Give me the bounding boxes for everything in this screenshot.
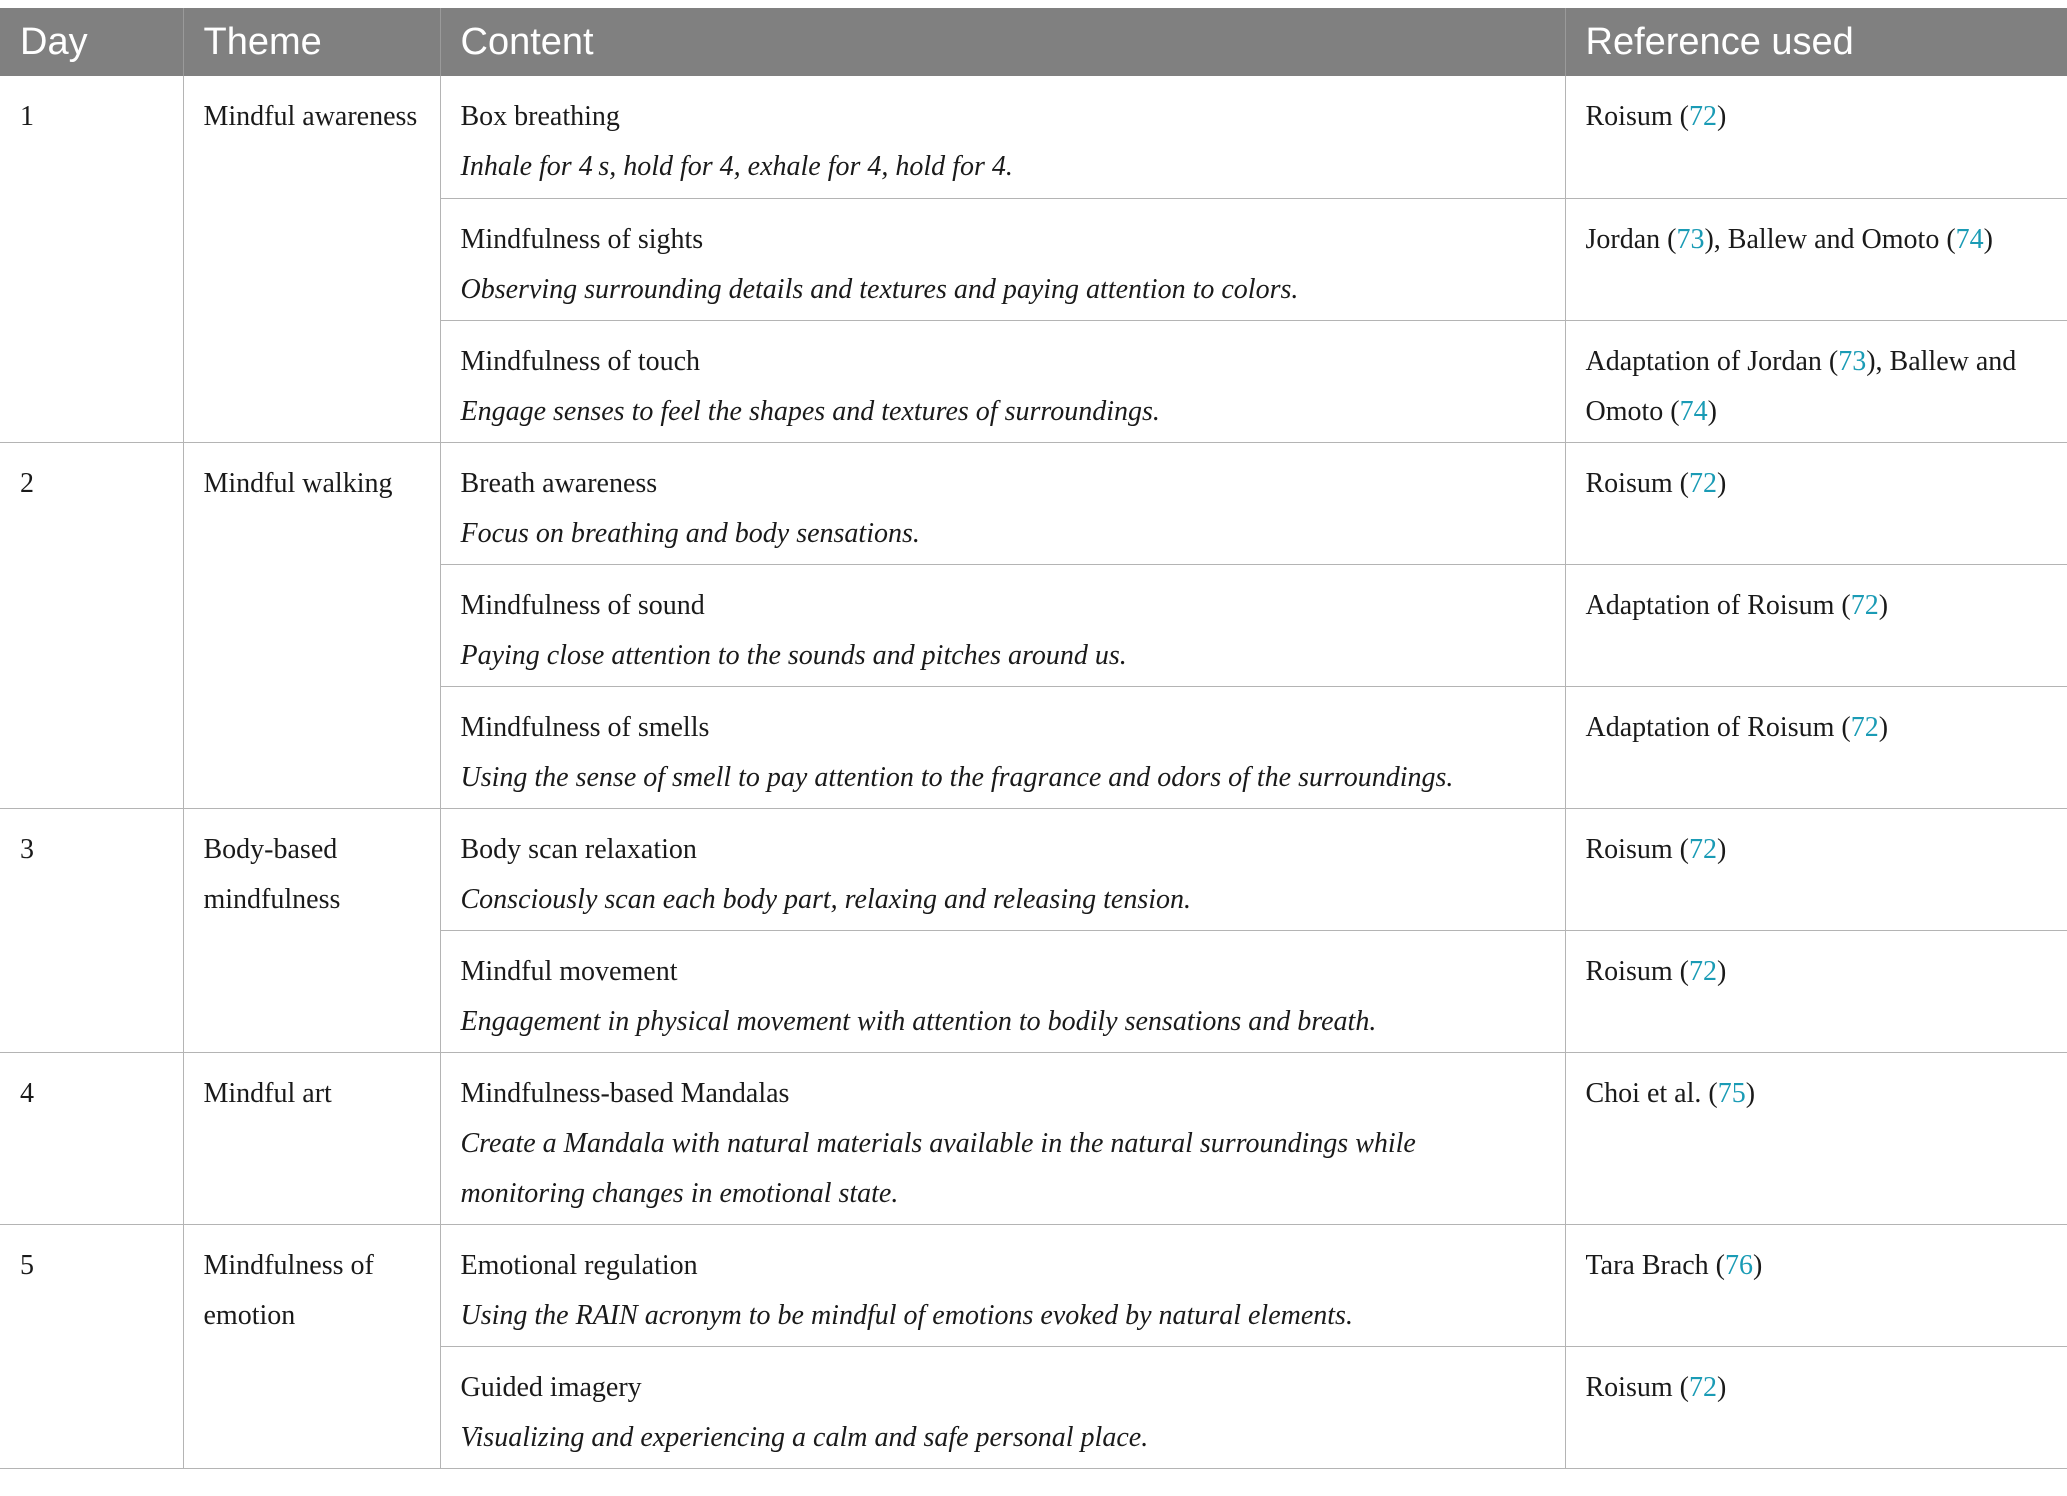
reference-cell: [1565, 686, 2067, 808]
content-cell: [440, 442, 1565, 564]
program-table-container: [0, 8, 2067, 1469]
activity-title: Body scan relaxation: [460, 833, 697, 865]
reference-text: ), Ballew and Omoto (: [1585, 345, 2017, 427]
theme-cell: Mindful art: [183, 1052, 440, 1224]
theme-cell: Body-based mindfulness: [183, 808, 440, 1052]
reference-text: Adaptation of Jordan (: [1585, 345, 1839, 377]
reference-text: Roisum (: [1585, 1371, 1689, 1403]
day-cell: 3: [0, 808, 183, 1052]
table-row: [0, 1224, 2067, 1346]
activity-description: Create a Mandala with natural materials available in the natural surroundings while monitoring changes in emotional state.: [460, 1127, 1416, 1209]
table-body: [0, 76, 2067, 1468]
citation-link[interactable]: 72: [1850, 589, 1879, 621]
activity-title: Breath awareness: [460, 467, 658, 499]
reference-text: Roisum (: [1585, 467, 1689, 499]
reference-cell: [1565, 442, 2067, 564]
citation-link[interactable]: 72: [1850, 711, 1879, 743]
activity-description: Engage senses to feel the shapes and textures of surroundings.: [460, 395, 1160, 427]
activity-description: Inhale for 4 s, hold for 4, exhale for 4, hold for 4.: [460, 151, 1013, 182]
theme-cell: Mindfulness of emotion: [183, 1224, 440, 1468]
header-reference: Reference used: [1565, 8, 2067, 76]
activity-title: Mindfulness of sights: [460, 223, 704, 255]
citation-link[interactable]: 72: [1688, 467, 1717, 499]
reference-text: Choi et al. (: [1585, 1077, 1718, 1109]
reference-cell: [1565, 1224, 2067, 1346]
reference-cell: [1565, 1052, 2067, 1224]
reference-cell: [1565, 564, 2067, 686]
citation-link[interactable]: 72: [1688, 101, 1717, 132]
activity-description: Using the RAIN acronym to be mindful of emotions evoked by natural elements.: [460, 1299, 1353, 1331]
content-cell: [440, 1052, 1565, 1224]
header-theme: Theme: [183, 8, 440, 76]
activity-description: Paying close attention to the sounds and pitches around us.: [460, 639, 1127, 671]
reference-cell: [1565, 76, 2067, 198]
activity-description: Focus on breathing and body sensations.: [460, 517, 920, 549]
reference-text: Roisum (: [1585, 101, 1689, 132]
activity-title: Mindfulness of touch: [460, 345, 701, 377]
table-row: [0, 1052, 2067, 1224]
content-cell: [440, 198, 1565, 320]
day-cell: 2: [0, 442, 183, 808]
reference-text: ): [1716, 833, 1727, 865]
citation-link[interactable]: 76: [1725, 1249, 1754, 1281]
reference-text: ), Ballew and Omoto (: [1704, 223, 1956, 255]
activity-description: Using the sense of smell to pay attention to the fragrance and odors of the surroundings.: [460, 761, 1454, 793]
content-cell: [440, 1346, 1565, 1468]
reference-text: Adaptation of Roisum (: [1585, 711, 1851, 743]
activity-title: Mindfulness-based Mandalas: [460, 1077, 790, 1109]
reference-text: ): [1716, 955, 1727, 987]
activity-description: Engagement in physical movement with attention to bodily sensations and breath.: [460, 1005, 1377, 1037]
table-row: [0, 442, 2067, 564]
table-row: [0, 76, 2067, 198]
reference-text: Tara Brach (: [1585, 1249, 1726, 1281]
citation-link[interactable]: 72: [1688, 1371, 1717, 1403]
activity-description: Consciously scan each body part, relaxing and releasing tension.: [460, 883, 1191, 915]
header-day: Day: [0, 8, 183, 76]
reference-cell: [1565, 320, 2067, 442]
reference-text: ): [1716, 467, 1727, 499]
reference-text: Jordan (: [1585, 223, 1677, 255]
activity-description: Observing surrounding details and textures and paying attention to colors.: [460, 273, 1299, 305]
content-cell: [440, 686, 1565, 808]
reference-text: Adaptation of Roisum (: [1585, 589, 1851, 621]
table-row: [0, 808, 2067, 930]
activity-title: Guided imagery: [460, 1371, 642, 1403]
header-content: Content: [440, 8, 1565, 76]
reference-cell: [1565, 930, 2067, 1052]
citation-link[interactable]: 72: [1688, 955, 1717, 987]
reference-text: Roisum (: [1585, 833, 1689, 865]
reference-text: ): [1878, 589, 1889, 621]
citation-link[interactable]: 74: [1955, 223, 1984, 255]
reference-cell: [1565, 1346, 2067, 1468]
day-cell: 1: [0, 76, 183, 442]
content-cell: [440, 808, 1565, 930]
reference-text: ): [1753, 1249, 1763, 1281]
theme-cell: Mindful walking: [183, 442, 440, 808]
citation-link[interactable]: 73: [1838, 345, 1867, 377]
reference-text: ): [1745, 1077, 1756, 1109]
content-cell: [440, 1224, 1565, 1346]
activity-title: Mindful movement: [460, 955, 678, 987]
day-cell: 4: [0, 1052, 183, 1224]
activity-description: Visualizing and experiencing a calm and safe personal place.: [460, 1421, 1149, 1453]
citation-link[interactable]: 73: [1676, 223, 1705, 255]
reference-text: ): [1983, 223, 1993, 255]
reference-cell: [1565, 808, 2067, 930]
reference-text: ): [1716, 101, 1727, 132]
activity-title: Box breathing: [460, 101, 620, 132]
program-table: [0, 8, 2067, 1469]
reference-text: Roisum (: [1585, 955, 1689, 987]
activity-title: Emotional regulation: [460, 1249, 698, 1281]
citation-link[interactable]: 72: [1688, 833, 1717, 865]
reference-text: ): [1707, 395, 1717, 427]
citation-link[interactable]: 75: [1717, 1077, 1746, 1109]
header-row: [0, 8, 2067, 76]
reference-text: ): [1716, 1371, 1727, 1403]
activity-title: Mindfulness of sound: [460, 589, 705, 621]
activity-title: Mindfulness of smells: [460, 711, 710, 743]
theme-cell: Mindful awareness: [183, 76, 440, 442]
content-cell: [440, 320, 1565, 442]
content-cell: [440, 564, 1565, 686]
content-cell: [440, 930, 1565, 1052]
citation-link[interactable]: 74: [1679, 395, 1708, 427]
content-cell: [440, 76, 1565, 198]
table-header: [0, 8, 2067, 76]
day-cell: 5: [0, 1224, 183, 1468]
reference-text: ): [1878, 711, 1889, 743]
reference-cell: [1565, 198, 2067, 320]
